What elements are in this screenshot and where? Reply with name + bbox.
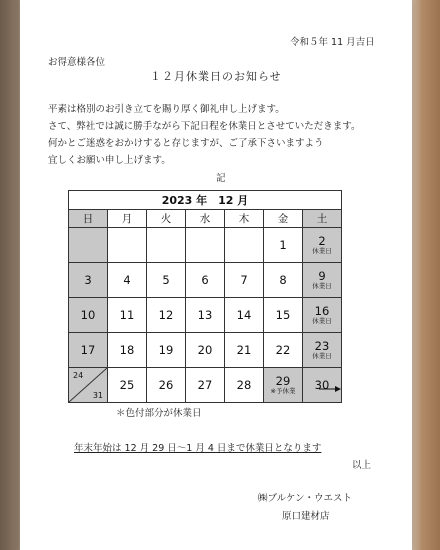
day-number: 9 — [318, 269, 326, 284]
weekday-header: 火 — [147, 210, 186, 228]
day-number: 18 — [119, 342, 135, 357]
weekday-header: 月 — [108, 210, 147, 228]
holiday-label: 休業日 — [312, 352, 332, 361]
weekday-header: 木 — [225, 210, 264, 228]
calendar-day-cell — [264, 228, 303, 263]
day-number: 31 — [92, 391, 103, 400]
calendar-day-cell — [69, 228, 108, 263]
calendar-week-row — [69, 333, 342, 368]
calendar-day-cell — [108, 368, 147, 403]
body-line: さて、弊社では誠に勝手ながら下記日程を休業日とさせていただきます。 — [48, 121, 361, 132]
recipient: お得意様各位 — [48, 57, 106, 68]
calendar-day-cell — [108, 228, 147, 263]
day-number: 30 — [314, 377, 330, 392]
calendar-day-cell — [108, 263, 147, 298]
day-number: 25 — [119, 377, 135, 392]
day-number: 20 — [197, 342, 213, 357]
day-number: 15 — [275, 307, 291, 322]
day-number: 23 — [314, 339, 330, 354]
day-number: 14 — [236, 307, 252, 322]
calendar-day-cell — [303, 368, 342, 403]
ki-heading: 記 — [216, 173, 226, 184]
day-number: 8 — [279, 272, 287, 287]
day-number: 26 — [158, 377, 174, 392]
branch-name: 原口建材店 — [282, 511, 330, 522]
day-number: 16 — [314, 304, 330, 319]
calendar-day-cell — [69, 298, 108, 333]
calendar-day-cell — [69, 368, 108, 403]
calendar-day-cell — [303, 298, 342, 333]
calendar-day-cell — [225, 298, 264, 333]
day-number: 5 — [162, 272, 170, 287]
day-number: 17 — [80, 342, 96, 357]
weekday-header: 金 — [264, 210, 303, 228]
calendar-day-cell — [186, 263, 225, 298]
calendar-day-cell — [186, 333, 225, 368]
calendar-table — [68, 190, 342, 403]
day-number: 13 — [197, 307, 213, 322]
legend-note: ＊色付部分が休業日 — [116, 408, 202, 419]
calendar-day-cell — [147, 368, 186, 403]
day-number: 27 — [197, 377, 213, 392]
notice-document — [20, 0, 412, 550]
calendar-day-cell — [225, 228, 264, 263]
calendar-day-cell — [303, 333, 342, 368]
ijou-closing: 以上 — [352, 460, 372, 471]
company-name: ㈱ブルケン・ウエスト — [258, 493, 352, 504]
calendar-day-cell — [264, 298, 303, 333]
day-number: 21 — [236, 342, 252, 357]
year-end-notice: 年末年始は 12 月 29 日～1 月 4 日まで休業日となります — [74, 443, 322, 454]
body-line: 平素は格別のお引き立てを賜り厚く御礼申し上げます。 — [48, 104, 285, 115]
day-number: 4 — [123, 272, 131, 287]
calendar-day-cell — [69, 263, 108, 298]
notice-title: １２月休業日のお知らせ — [150, 70, 282, 83]
calendar-week-row — [69, 298, 342, 333]
day-number: 11 — [119, 307, 135, 322]
day-number: 10 — [80, 307, 96, 322]
day-number: 3 — [84, 272, 92, 287]
calendar-day-cell — [108, 333, 147, 368]
day-number: 24 — [73, 371, 84, 380]
calendar-day-cell — [147, 263, 186, 298]
notice-date: 令和５年 11 月吉日 — [290, 37, 375, 48]
calendar-day-cell — [264, 263, 303, 298]
calendar-week-row — [69, 228, 342, 263]
calendar-day-cell — [186, 298, 225, 333]
calendar-day-cell — [147, 228, 186, 263]
calendar-day-cell — [303, 228, 342, 263]
holiday-label: 休業日 — [312, 282, 332, 291]
weekday-header: 土 — [303, 210, 342, 228]
day-number: 29 — [275, 374, 291, 389]
calendar-month-header: 2023 年 12 月 — [69, 191, 342, 210]
calendar-day-cell — [225, 263, 264, 298]
day-number: 28 — [236, 377, 252, 392]
calendar-day-cell — [69, 333, 108, 368]
day-number: 19 — [158, 342, 174, 357]
calendar-day-cell — [225, 368, 264, 403]
day-number: 22 — [275, 342, 291, 357]
day-number: 2 — [318, 234, 326, 249]
day-number: 1 — [279, 237, 287, 252]
calendar-day-cell — [264, 368, 303, 403]
weekday-header: 水 — [186, 210, 225, 228]
calendar-day-cell — [147, 333, 186, 368]
holiday-label: 休業日 — [312, 247, 332, 256]
calendar-day-cell — [108, 298, 147, 333]
day-number: 6 — [201, 272, 209, 287]
calendar-day-cell — [303, 263, 342, 298]
day-number: 7 — [240, 272, 248, 287]
weekday-header: 日 — [69, 210, 108, 228]
body-line: 何かとご迷惑をおかけすると存じますが、ご了承下さいますよう — [48, 138, 324, 149]
calendar-day-cell — [186, 368, 225, 403]
calendar-day-cell — [264, 333, 303, 368]
calendar-week-row — [69, 263, 342, 298]
holiday-label: 休業日 — [312, 317, 332, 326]
calendar-day-cell — [186, 228, 225, 263]
calendar-day-cell — [225, 333, 264, 368]
day-number: 12 — [158, 307, 174, 322]
continue-arrow-icon — [319, 386, 341, 392]
body-line: 宜しくお願い申し上げます。 — [48, 155, 171, 166]
calendar-day-cell — [147, 298, 186, 333]
holiday-label: ※予休業 — [270, 387, 296, 396]
calendar-week-row — [69, 368, 342, 403]
